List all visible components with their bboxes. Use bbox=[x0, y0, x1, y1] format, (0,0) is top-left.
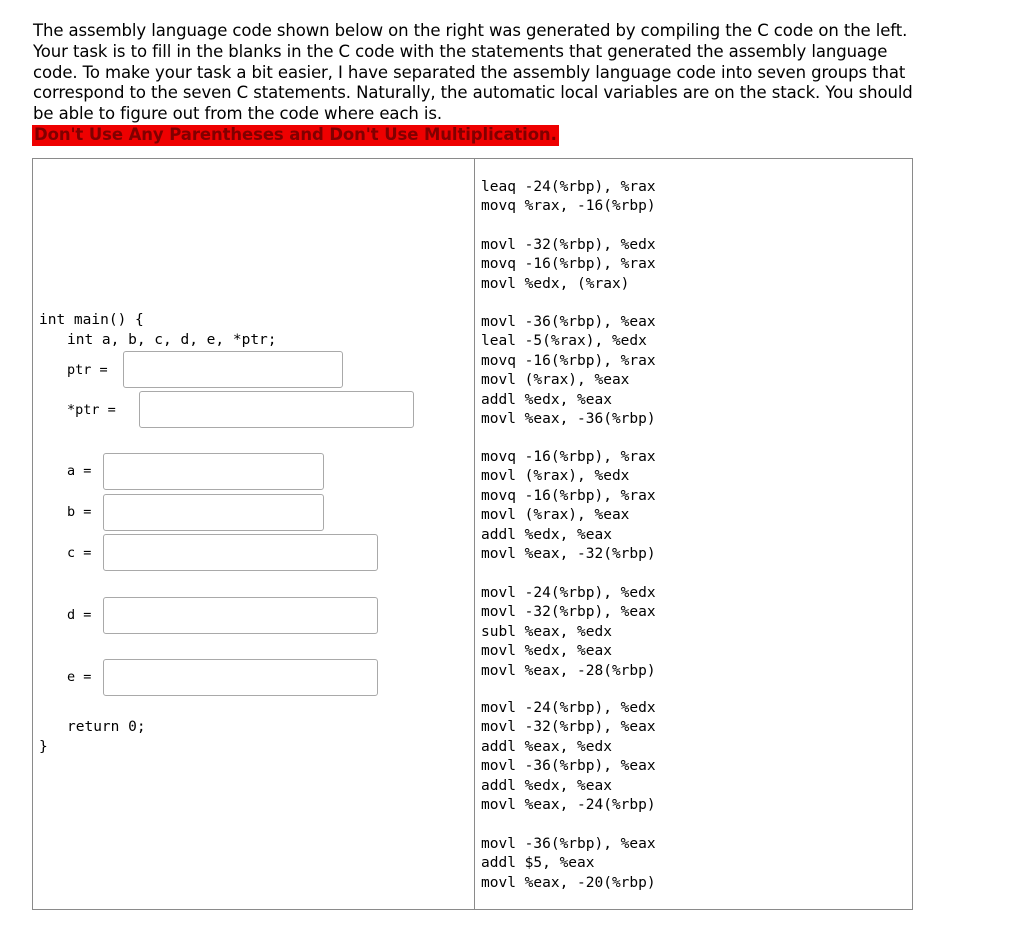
asm-line: addl %edx, %eax bbox=[481, 777, 612, 794]
instruction-line: be able to figure out from the code where each is. bbox=[33, 104, 443, 124]
b-input[interactable] bbox=[103, 494, 324, 531]
asm-line: movl -24(%rbp), %edx bbox=[481, 585, 656, 601]
asm-line: movl %eax, -32(%rbp) bbox=[481, 546, 656, 563]
asm-line: movl (%rax), %edx bbox=[481, 468, 630, 485]
warning-banner: Don't Use Any Parentheses and Don't Use Multiplication. bbox=[34, 124, 557, 144]
column-divider bbox=[474, 158, 475, 910]
d-input[interactable] bbox=[103, 597, 378, 634]
asm-line: movl -36(%rbp), %eax bbox=[481, 836, 656, 852]
asm-group-2 bbox=[481, 236, 656, 294]
e-label: e = bbox=[67, 669, 92, 685]
asm-group-3 bbox=[481, 313, 656, 429]
a-label: a = bbox=[67, 463, 92, 479]
variable-declaration: int a, b, c, d, e, *ptr; bbox=[67, 332, 277, 348]
asm-line: movl -36(%rbp), %eax bbox=[481, 314, 656, 330]
asm-line: movl (%rax), %eax bbox=[481, 372, 630, 389]
asm-line: movl %edx, %eax bbox=[481, 643, 612, 660]
asm-line: addl %edx, %eax bbox=[481, 526, 612, 543]
return-statement: return 0; bbox=[67, 719, 146, 735]
c-input[interactable] bbox=[103, 534, 378, 571]
deref-ptr-label: *ptr = bbox=[67, 402, 116, 418]
asm-line: movl %eax, -28(%rbp) bbox=[481, 662, 656, 679]
asm-line: movl %edx, (%rax) bbox=[481, 275, 630, 292]
asm-line: movl -36(%rbp), %eax bbox=[481, 758, 656, 775]
asm-line: movl -32(%rbp), %eax bbox=[481, 604, 656, 621]
instruction-line: correspond to the seven C statements. Naturally, the automatic local variables are on the stack. You should bbox=[33, 83, 913, 103]
instruction-line: Your task is to fill in the blanks in the C code with the statements that generated the assembly language bbox=[33, 41, 888, 61]
asm-line: leaq -24(%rbp), %rax bbox=[481, 179, 656, 195]
asm-group-5 bbox=[481, 584, 656, 681]
asm-group-4 bbox=[481, 448, 656, 564]
instructions bbox=[33, 21, 933, 146]
asm-group-1 bbox=[481, 178, 656, 217]
deref-ptr-input[interactable] bbox=[139, 391, 414, 428]
asm-line: addl $5, %eax bbox=[481, 855, 595, 872]
instruction-line: code. To make your task a bit easier, I have separated the assembly language code into seven groups that bbox=[33, 62, 906, 82]
asm-line: movl -24(%rbp), %edx bbox=[481, 700, 656, 716]
asm-line: movl -32(%rbp), %eax bbox=[481, 719, 656, 736]
asm-line: leal -5(%rax), %edx bbox=[481, 333, 647, 350]
asm-line: movl (%rax), %eax bbox=[481, 507, 630, 524]
asm-group-7 bbox=[481, 835, 656, 893]
instruction-line: The assembly language code shown below on the right was generated by compiling the C code on the left. bbox=[33, 21, 908, 40]
ptr-label: ptr = bbox=[67, 362, 108, 378]
asm-line: movq -16(%rbp), %rax bbox=[481, 449, 656, 465]
asm-line: movq %rax, -16(%rbp) bbox=[481, 198, 656, 215]
asm-line: movl %eax, -36(%rbp) bbox=[481, 411, 656, 428]
d-label: d = bbox=[67, 607, 92, 623]
ptr-input[interactable] bbox=[123, 351, 343, 388]
asm-group-6 bbox=[481, 699, 656, 815]
asm-line: addl %eax, %edx bbox=[481, 738, 612, 755]
main-header: int main() { bbox=[39, 312, 144, 328]
asm-line: movq -16(%rbp), %rax bbox=[481, 487, 656, 504]
asm-line: subl %eax, %edx bbox=[481, 623, 612, 640]
asm-line: addl %edx, %eax bbox=[481, 391, 612, 408]
closing-brace: } bbox=[39, 739, 48, 755]
e-input[interactable] bbox=[103, 659, 378, 696]
b-label: b = bbox=[67, 504, 92, 520]
c-label: c = bbox=[67, 545, 92, 561]
asm-line: movl -32(%rbp), %edx bbox=[481, 237, 656, 253]
asm-line: movl %eax, -20(%rbp) bbox=[481, 874, 656, 891]
a-input[interactable] bbox=[103, 453, 324, 490]
asm-line: movq -16(%rbp), %rax bbox=[481, 352, 656, 369]
asm-line: movq -16(%rbp), %rax bbox=[481, 256, 656, 273]
asm-line: movl %eax, -24(%rbp) bbox=[481, 797, 656, 814]
